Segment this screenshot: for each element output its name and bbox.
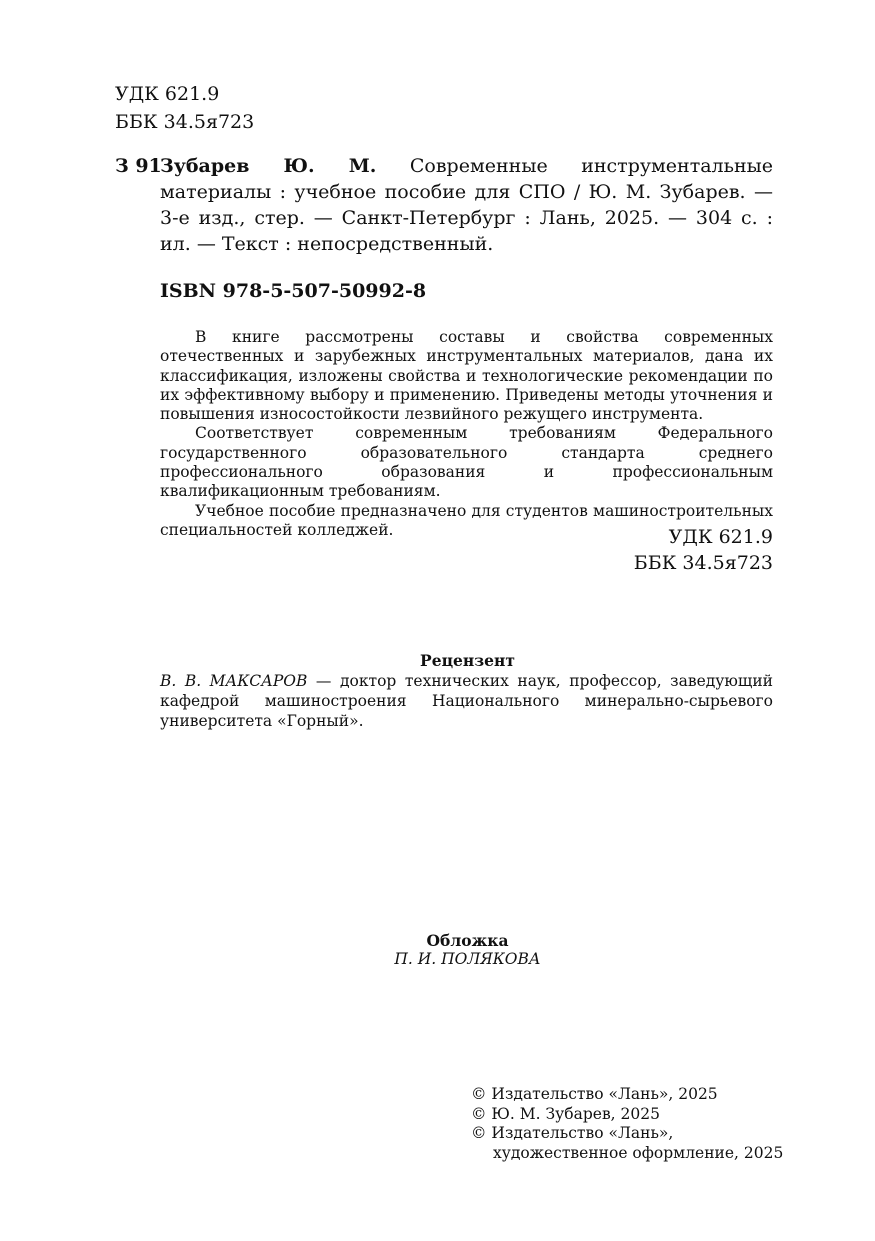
isbn: ISBN 978-5-507-50992-8 (160, 280, 427, 302)
author-sign: З 91 (115, 155, 162, 177)
bibliographic-record (160, 153, 773, 257)
copyright-line: © Издательство «Лань», 2025 (471, 1085, 718, 1103)
copyright-line: художественное оформление, 2025 (493, 1143, 784, 1162)
udk-block-right (634, 524, 773, 576)
reviewer-description: — доктор технических наук, профессор, заведующий кафедрой машиностроения Национального минерально-сырьевого университета «Горный». (160, 672, 773, 730)
copyright-line: © Издательство «Лань», (471, 1124, 674, 1142)
bbk-code: ББК 34.5я723 (115, 111, 255, 133)
cover-designer: П. И. ПОЛЯКОВА (394, 950, 541, 968)
annotation-paragraph: Соответствует современным требованиям Федерального государственного образовательного стандарта среднего профессионального образования и профессиональным квалификационным требованиям. (160, 424, 773, 501)
reviewer-heading: Рецензент (420, 651, 515, 670)
annotation-paragraph: В книге рассмотрены составы и свойства современных отечественных и зарубежных инструментальных материалов, дана их классификация, изложены свойства и технологические рекомендации по их эффективному выбору и применению. Приведены методы уточнения и повышения износостойкости лезвийного режущего инструмента. (160, 328, 773, 424)
udk-code: УДК 621.9 (115, 83, 220, 105)
copyright-block (471, 1085, 783, 1163)
udk-block-top (115, 80, 254, 136)
reviewer-text (160, 671, 773, 731)
annotation (160, 328, 773, 540)
author-name: Зубарев Ю. М. (160, 155, 377, 177)
bbk-code: ББК 34.5я723 (633, 552, 773, 574)
copyright-line: © Ю. М. Зубарев, 2025 (471, 1104, 660, 1123)
cover-heading: Обложка (426, 931, 509, 950)
bibliographic-text: Современные инструментальные материалы : учебное пособие для СПО / Ю. М. Зубарев. — 3-е изд., стер. — Санкт-Петербург : Лань, 2025. — 304 с. : ил. — Текст : непосредственный. (160, 155, 774, 255)
reviewer-name: В. В. МАКСАРОВ (160, 672, 308, 690)
udk-code: УДК 621.9 (668, 526, 773, 548)
annotation-paragraph: Учебное пособие предназначено для студентов машиностроительных специальностей колледжей. (160, 501, 773, 539)
